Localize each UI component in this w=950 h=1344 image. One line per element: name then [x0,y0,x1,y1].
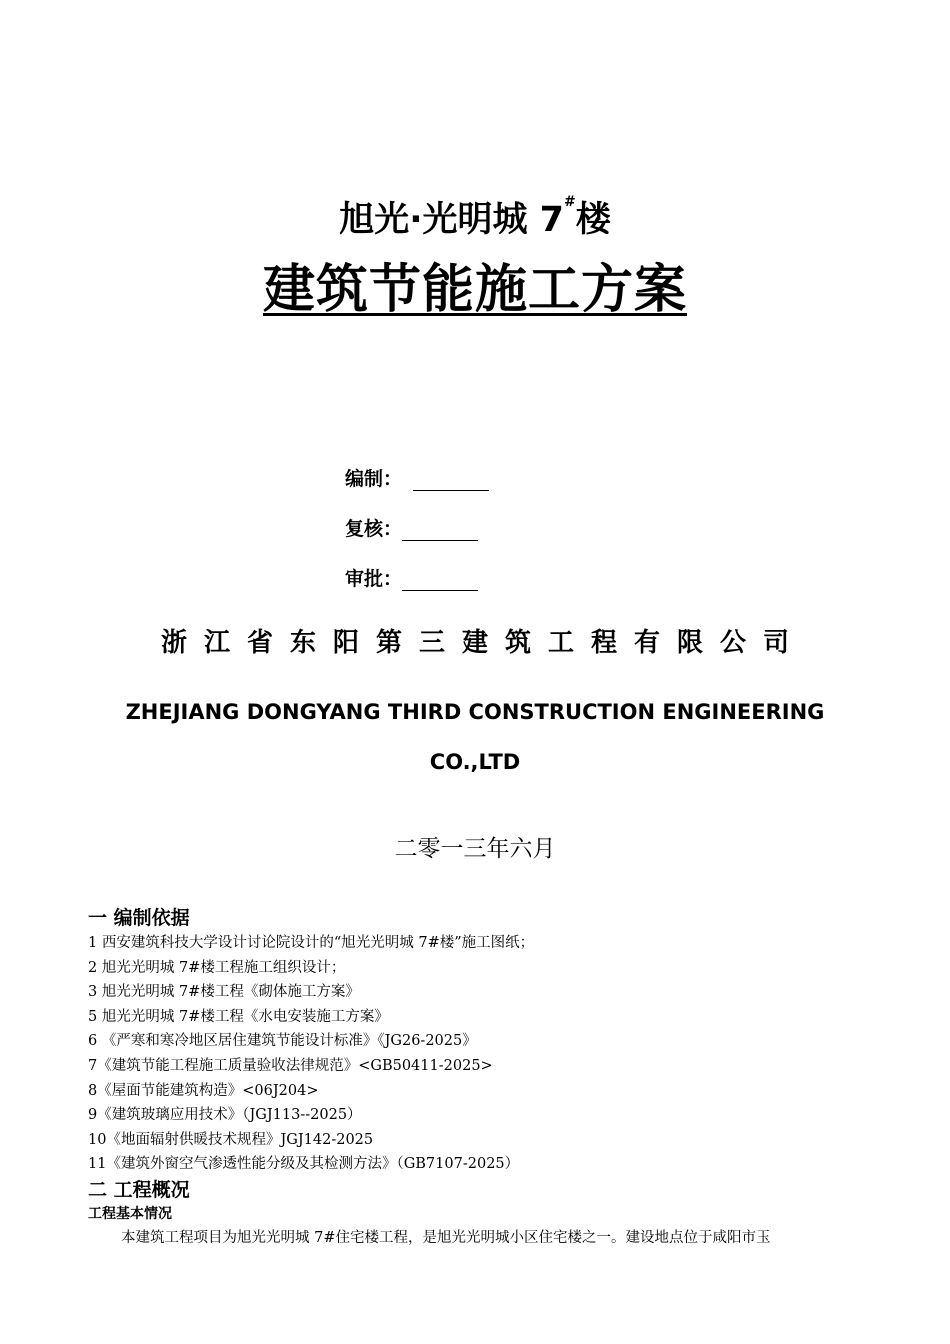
document-date: 二零一三年六月 [394,836,556,862]
section-heading-overview: 二 工程概况 [88,1178,190,1201]
sign-field-reviewer: 复核： [345,514,478,541]
signature-line [413,472,489,491]
body-content [88,905,888,1251]
signature-line [402,572,478,591]
sign-field-approver: 审批： [345,564,478,591]
company-name-cn: 浙江省东阳第三建筑工程有限公司 [160,628,806,658]
list-item: 5 旭光光明城 7#楼工程《水电安装施工方案》 [88,1008,389,1025]
list-item: 8《屋面节能建筑构造》<06J204> [88,1082,319,1099]
list-item: 3 旭光光明城 7#楼工程《砌体施工方案》 [88,984,360,1001]
list-item: 9《建筑玻璃应用技术》（JGJ113--2025） [88,1107,362,1124]
document-main-title: 建筑节能施工方案 [262,260,687,320]
sign-field-compiler: 编制： [345,464,489,491]
list-item: 11《建筑外窗空气渗透性能分级及其检测方法》（GB7107-2025） [88,1156,520,1173]
subsection-heading: 工程基本情况 [88,1205,172,1222]
project-title: 旭光·光明城 7#楼 [339,194,611,240]
list-item: 10《地面辐射供暖技术规程》JGJ142-2025 [88,1131,374,1148]
paragraph: 本建筑工程项目为旭光光明城 7#住宅楼工程，是旭光光明城小区住宅楼之一。建设地点位于咸阳市玉 [121,1229,771,1246]
section-heading-basis: 一 编制依据 [88,907,190,929]
company-name-en-line2: CO.,LTD [429,750,521,774]
list-item: 6 《严寒和寒冷地区居住建筑节能设计标准》《JG26-2025》 [88,1033,477,1050]
list-item: 7《建筑节能工程施工质量验收法律规范》<GB50411-2025> [88,1057,493,1074]
list-item: 2 旭光光明城 7#楼工程施工组织设计； [88,959,346,976]
signature-line [402,522,478,541]
list-item: 1 西安建筑科技大学设计讨论院设计的“旭光光明城 7#楼”施工图纸； [88,935,535,951]
company-name-en-line1: ZHEJIANG DONGYANG THIRD CONSTRUCTION ENGINEERING [125,700,825,724]
